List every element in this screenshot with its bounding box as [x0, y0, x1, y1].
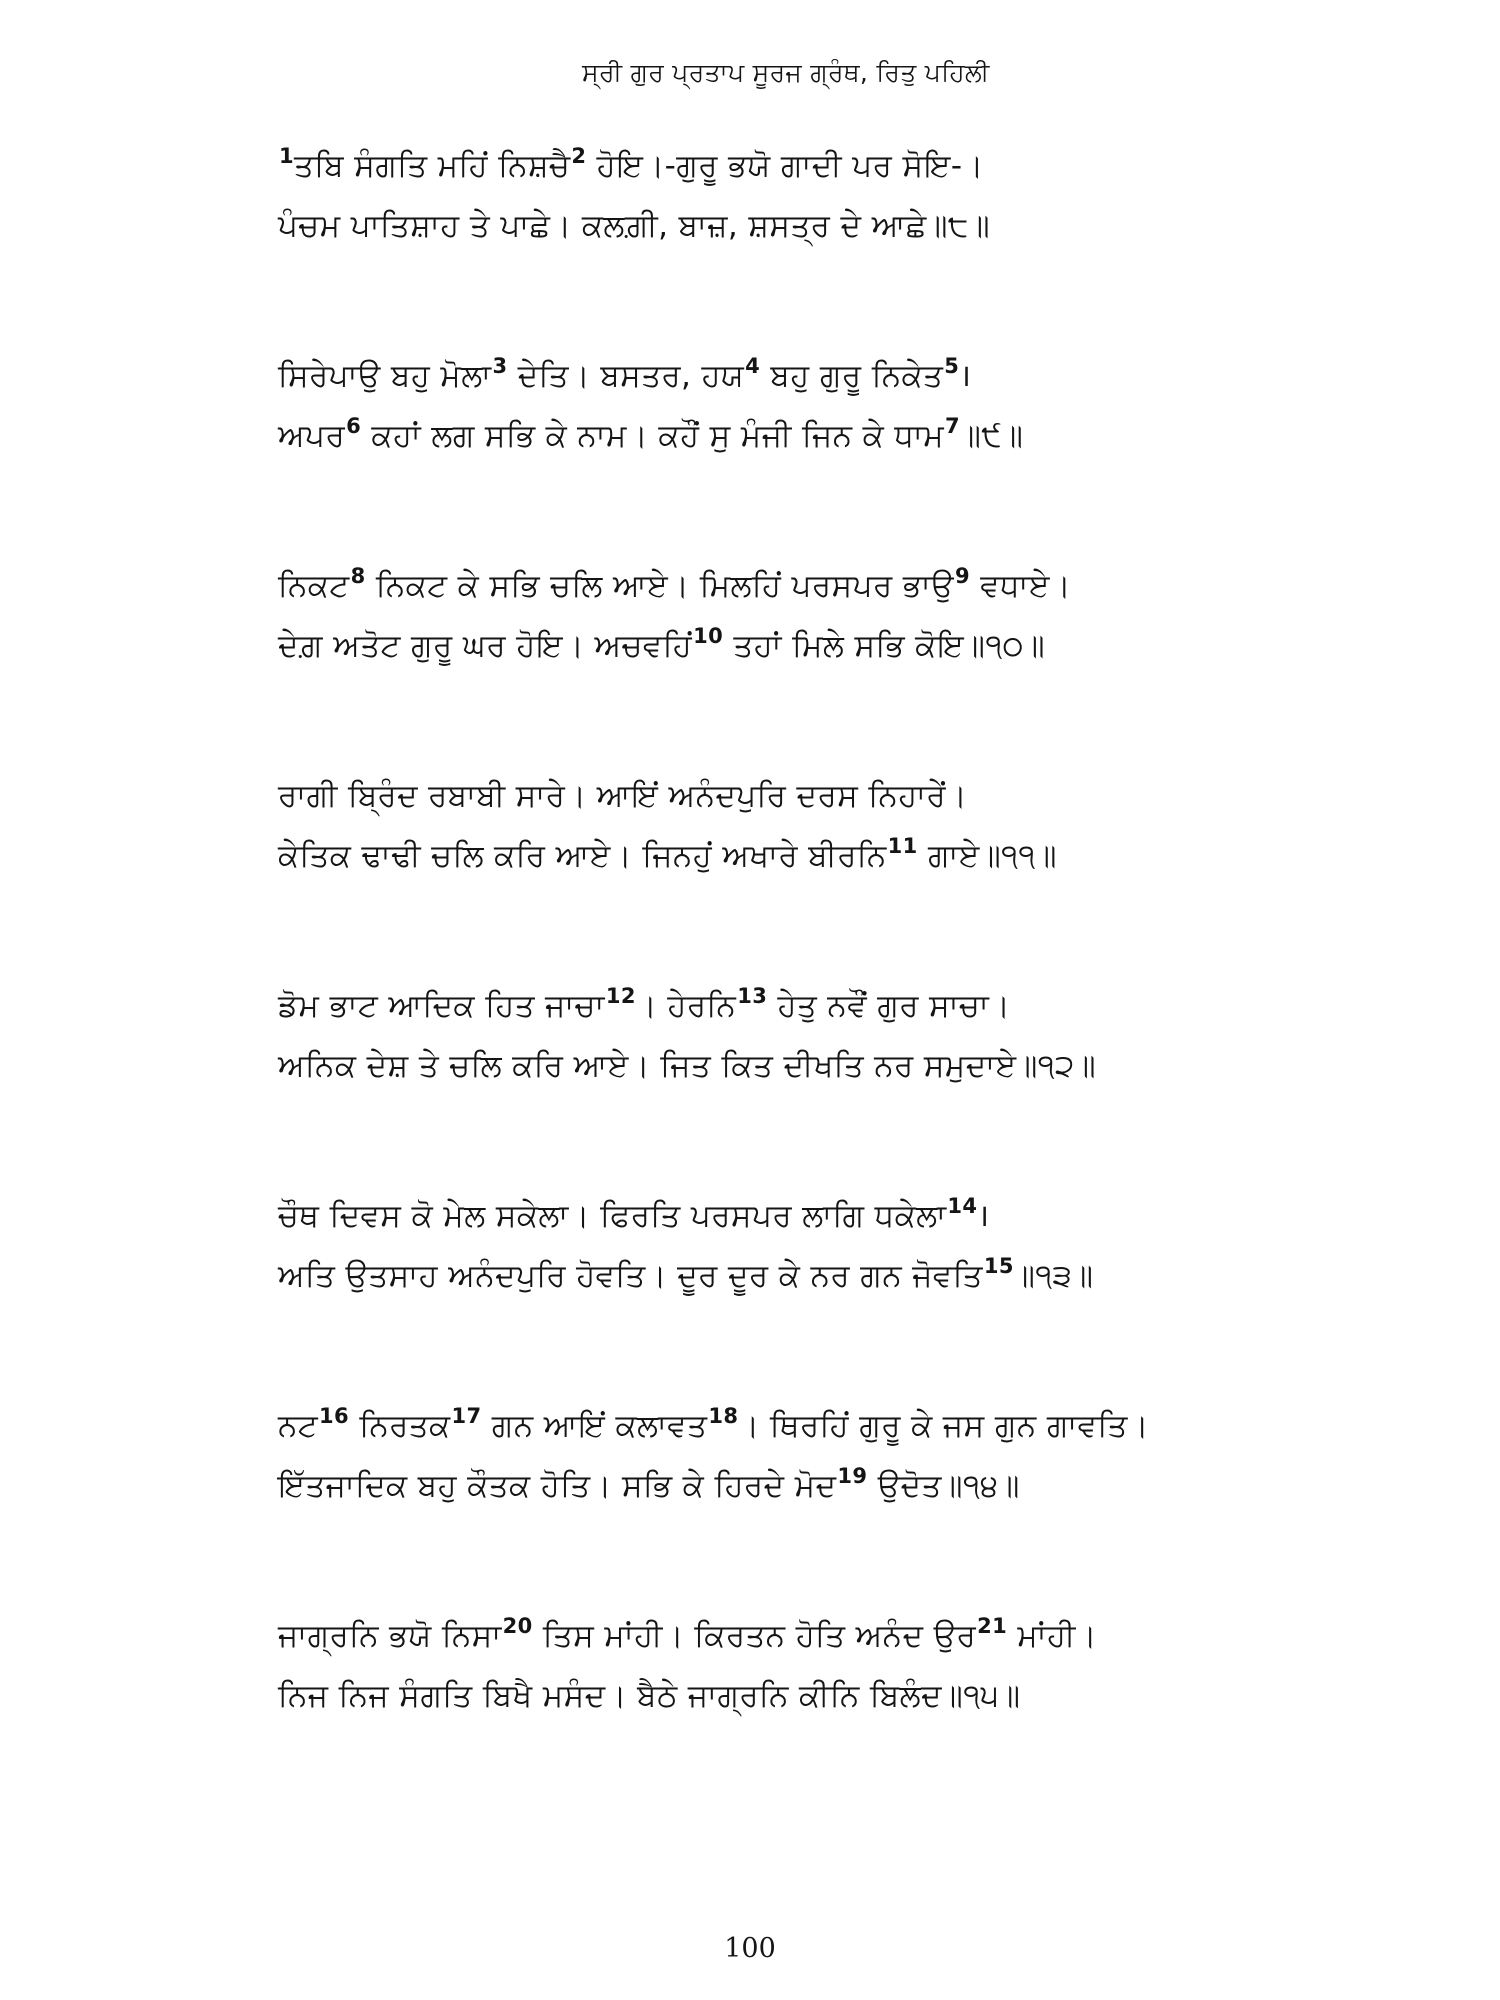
verse-text: ਨਿਰਤਕ: [349, 1408, 451, 1444]
footnote-marker: 10: [693, 624, 724, 648]
footnote-marker: 6: [346, 414, 362, 438]
verse-text: ਰਾਗੀ ਬ੍ਰਿੰਦ ਰਬਾਬੀ ਸਾਰੇ। ਆਇਂ ਅਨੰਦਪੁਰਿ ਦਰਸ ਨਿਹਾਰੇਂ।: [278, 778, 968, 814]
verse-text: ਡੋਮ ਭਾਟ ਆਦਿਕ ਹਿਤ ਜਾਚਾ: [278, 988, 605, 1024]
footnote-marker: 11: [887, 834, 918, 858]
verse-text: ਕਹਾਂ ਲਗ ਸਭਿ ਕੇ ਨਾਮ। ਕਹੌਂ ਸੁ ਮੰਜੀ ਜਿਨ ਕੇ ਧਾਮ: [361, 418, 945, 454]
verse-text: । ਥਿਰਹਿਂ ਗੁਰੂ ਕੇ ਜਸ ਗੁਨ ਗਾਵਤਿ।: [738, 1408, 1149, 1444]
verse-line: [278, 346, 1458, 406]
footnote-marker: 19: [837, 1464, 868, 1488]
footnote-marker: 9: [954, 564, 970, 588]
verse-text: ਨਿਕਟ ਕੇ ਸਭਿ ਚਲਿ ਆਏ। ਮਿਲਹਿਂ ਪਰਸਪਰ ਭਾਉ: [365, 568, 954, 604]
footnote-marker: 1: [279, 144, 295, 168]
verse-text: ਉਦੋਤ॥੧੪॥: [867, 1468, 1020, 1504]
stanza: [278, 1606, 1458, 1816]
stanza: [278, 766, 1458, 976]
footnote-marker: 7: [945, 414, 961, 438]
verse-text: ਹੋਇ।-ਗੁਰੂ ਭਯੋ ਗਾਦੀ ਪਰ ਸੋਇ-।: [586, 148, 984, 184]
stanza: [278, 976, 1458, 1186]
verse-line: [278, 136, 1458, 196]
verse-text: ਪੰਚਮ ਪਾਤਿਸ਼ਾਹ ਤੇ ਪਾਛੇ। ਕਲਗ਼ੀ, ਬਾਜ਼, ਸ਼ਸਤ੍ਰ ਦੇ ਆਛੇ॥੮॥: [278, 208, 991, 244]
footnote-marker: 8: [350, 564, 366, 588]
verse-text: ਨਿਜ ਨਿਜ ਸੰਗਤਿ ਬਿਖੈ ਮਸੰਦ। ਬੈਠੇ ਜਾਗ੍ਰਨਿ ਕੀਨਿ ਬਿਲੰਦ॥੧੫॥: [278, 1678, 1021, 1714]
verse-text: ਜਾਗ੍ਰਨਿ ਭਯੋ ਨਿਸਾ: [278, 1618, 502, 1654]
footnote-marker: 4: [745, 354, 761, 378]
footnote-marker: 14: [947, 1194, 978, 1218]
verse-text: ॥੧੩॥: [1013, 1258, 1094, 1294]
verse-line: [278, 1456, 1458, 1516]
verse-line: [278, 976, 1458, 1036]
verse-line: [278, 1186, 1458, 1246]
footnote-marker: 21: [977, 1614, 1008, 1638]
verse-text: ਵਧਾਏ।: [969, 568, 1072, 604]
verse-line: [278, 1606, 1458, 1666]
verse-text: ਨਿਕਟ: [278, 568, 350, 604]
verse-line: [278, 616, 1458, 676]
verse-text: ਨਟ: [278, 1408, 319, 1444]
verse-text: ਬਹੁ ਗੁਰੂ ਨਿਕੇਤ: [760, 358, 944, 394]
verse-line: [278, 556, 1458, 616]
footnote-marker: 13: [737, 984, 768, 1008]
footnote-marker: 16: [319, 1404, 350, 1428]
verse-text: ਅਤਿ ਉਤਸਾਹ ਅਨੰਦਪੁਰਿ ਹੋਵਤਿ। ਦੂਰ ਦੂਰ ਕੇ ਨਰ ਗਨ ਜੋਵਤਿ: [278, 1258, 983, 1294]
verse-body: [278, 136, 1458, 1816]
verse-text: ਸਿਰੇਪਾਉ ਬਹੁ ਮੋਲਾ: [278, 358, 492, 394]
running-header: ਸ੍ਰੀ ਗੁਰ ਪ੍ਰਤਾਪ ਸੂਰਜ ਗ੍ਰੰਥ, ਰਿਤੁ ਪਹਿਲੀ: [582, 58, 990, 87]
verse-text: ਦੇਗ਼ ਅਤੋਟ ਗੁਰੂ ਘਰ ਹੋਇ। ਅਚਵਹਿਂ: [278, 628, 693, 664]
verse-text: ਅਨਿਕ ਦੇਸ਼ ਤੇ ਚਲਿ ਕਰਿ ਆਏ। ਜਿਤ ਕਿਤ ਦੀਖਤਿ ਨਰ ਸਮੁਦਾਏ॥੧੨॥: [278, 1048, 1097, 1084]
verse-text: ਤਹਾਂ ਮਿਲੇ ਸਭਿ ਕੋਇ॥੧੦॥: [723, 628, 1046, 664]
verse-line: [278, 1246, 1458, 1306]
verse-line: [278, 1666, 1458, 1726]
footnote-marker: 17: [451, 1404, 482, 1428]
footnote-marker: 5: [944, 354, 960, 378]
verse-text: ਮਾਂਹੀ।: [1007, 1618, 1097, 1654]
verse-line: [278, 406, 1458, 466]
stanza: [278, 136, 1458, 346]
verse-text: ਗਾਏ॥੧੧॥: [917, 838, 1057, 874]
verse-line: [278, 1396, 1458, 1456]
verse-text: ਤਬਿ ਸੰਗਤਿ ਮਹਿਂ ਨਿਸ਼ਚੈ: [294, 148, 571, 184]
verse-text: ।: [977, 1198, 990, 1234]
verse-text: ਗਨ ਆਇਂ ਕਲਾਵਤ: [481, 1408, 708, 1444]
verse-text: ਇੱਤਜਾਦਿਕ ਬਹੁ ਕੌਤਕ ਹੋਤਿ। ਸਭਿ ਕੇ ਹਿਰਦੇ ਮੋਦ: [278, 1468, 837, 1504]
verse-text: । ਹੇਰਨਿ: [635, 988, 737, 1024]
stanza: [278, 1396, 1458, 1606]
stanza: [278, 346, 1458, 556]
footnote-marker: 2: [571, 144, 587, 168]
verse-text: ਕੇਤਿਕ ਢਾਢੀ ਚਲਿ ਕਰਿ ਆਏ। ਜਿਨਹੁਂ ਅਖਾਰੇ ਬੀਰਨਿ: [278, 838, 887, 874]
verse-text: ਦੇਤਿ। ਬਸਤਰ, ਹਯ: [507, 358, 745, 394]
verse-text: ॥੯॥: [960, 418, 1024, 454]
verse-text: ਹੇਤੁ ਨਵੌਂ ਗੁਰ ਸਾਚਾ।: [767, 988, 1011, 1024]
verse-text: ਚੌਥ ਦਿਵਸ ਕੋ ਮੇਲ ਸਕੇਲਾ। ਫਿਰਤਿ ਪਰਸਪਰ ਲਾਗਿ ਧਕੇਲਾ: [278, 1198, 947, 1234]
footnote-marker: 20: [502, 1614, 533, 1638]
footnote-marker: 18: [708, 1404, 739, 1428]
verse-line: [278, 196, 1458, 256]
verse-text: ਤਿਸ ਮਾਂਹੀ। ਕਿਰਤਨ ਹੋਤਿ ਅਨੰਦ ਉਰ: [532, 1618, 977, 1654]
footnote-marker: 15: [983, 1254, 1014, 1278]
verse-line: [278, 766, 1458, 826]
footnote-marker: 12: [605, 984, 636, 1008]
page-number: 100: [724, 1933, 776, 1964]
stanza: [278, 556, 1458, 766]
verse-line: [278, 1036, 1458, 1096]
verse-text: ਅਪਰ: [278, 418, 346, 454]
footnote-marker: 3: [492, 354, 508, 378]
stanza: [278, 1186, 1458, 1396]
verse-line: [278, 826, 1458, 886]
verse-text: ।: [959, 358, 972, 394]
